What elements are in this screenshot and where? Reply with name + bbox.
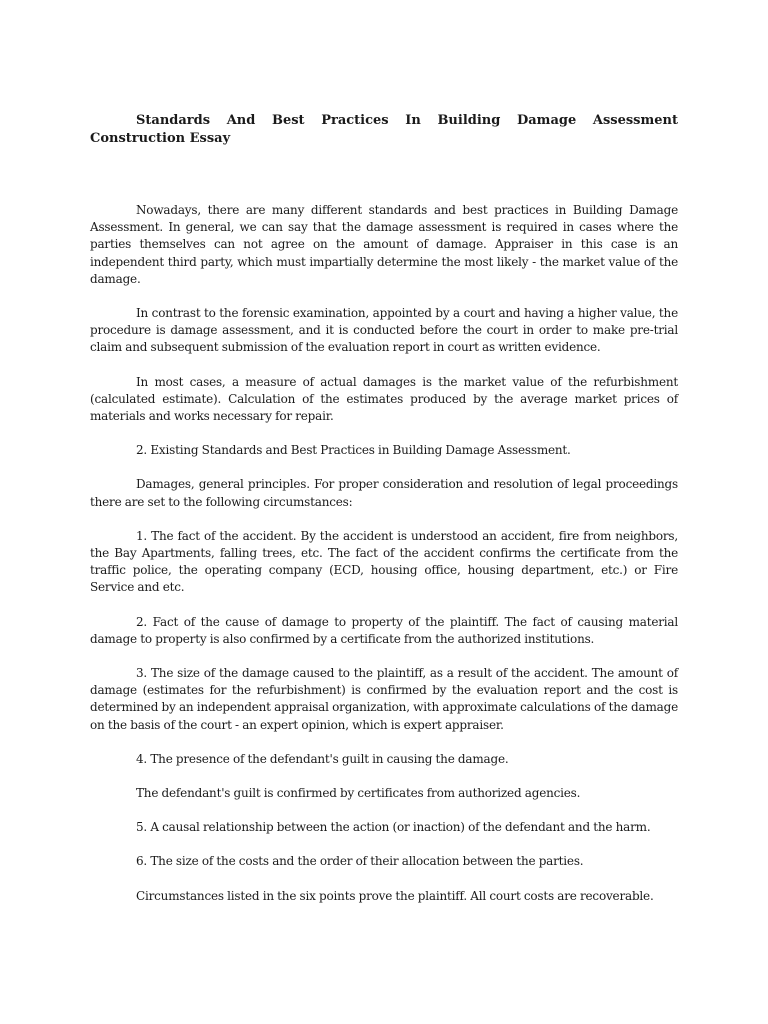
paragraph-1: Nowadays, there are many different standards and best practices in Building Damage Assessment. In general, we can say that the damage assessment is required in cases where the parties themselves can not agree on the amount of damage. Appraiser in this case is an independent third party, which must impartially determine the most likely - the market value of the damage. bbox=[90, 203, 678, 286]
list-item-4: 4. The presence of the defendant's guilt in causing the damage. bbox=[136, 751, 509, 766]
paragraph-guilt: The defendant's guilt is confirmed by certificates from authorized agencies. bbox=[136, 786, 581, 801]
list-item-1: 1. The fact of the accident. By the accident is understood an accident, fire from neighbors, the Bay Apartments, falling trees, etc. The fact of the accident confirms the certificate from the traffic police, the operating company (ECD, housing office, housing department, etc.) or Fire Service and etc. bbox=[90, 528, 678, 595]
paragraph-3: In most cases, a measure of actual damages is the market value of the refurbishment (calculated estimate). Calculation of the estimates produced by the average market prices of materials and works necessary for repair. bbox=[90, 374, 678, 424]
section-heading-2: 2. Existing Standards and Best Practices in Building Damage Assessment. bbox=[136, 443, 571, 458]
list-item-6: 6. The size of the costs and the order of their allocation between the parties. bbox=[136, 854, 584, 869]
paragraph-2: In contrast to the forensic examination, appointed by a court and having a higher value, the procedure is damage assessment, and it is conducted before the court in order to make pre-trial claim and subsequent submission of the evaluation report in court as written evidence. bbox=[90, 306, 678, 355]
document-body bbox=[90, 202, 678, 922]
paragraph-circumstances: Circumstances listed in the six points prove the plaintiff. All court costs are recoverable. bbox=[136, 888, 654, 903]
list-item-5: 5. A causal relationship between the action (or inaction) of the defendant and the harm. bbox=[136, 820, 651, 835]
list-item-2: 2. Fact of the cause of damage to property of the plaintiff. The fact of causing material damage to property is also confirmed by a certificate from the authorized institutions. bbox=[90, 614, 678, 646]
document-content bbox=[90, 112, 678, 903]
document-title: Standards And Best Practices In Building Damage Assessment Construction Essay bbox=[90, 113, 678, 146]
list-item-3: 3. The size of the damage caused to the plaintiff, as a result of the accident. The amount of damage (estimates for the refurbishment) is confirmed by the evaluation report and the cost is determined by an independent appraisal organization, with approximate calculations of the damage on the basis of the court - an expert opinion, which is expert appraiser. bbox=[90, 666, 678, 732]
paragraph-damages-principles: Damages, general principles. For proper consideration and resolution of legal proceedings there are set to the following circumstances: bbox=[90, 477, 678, 509]
